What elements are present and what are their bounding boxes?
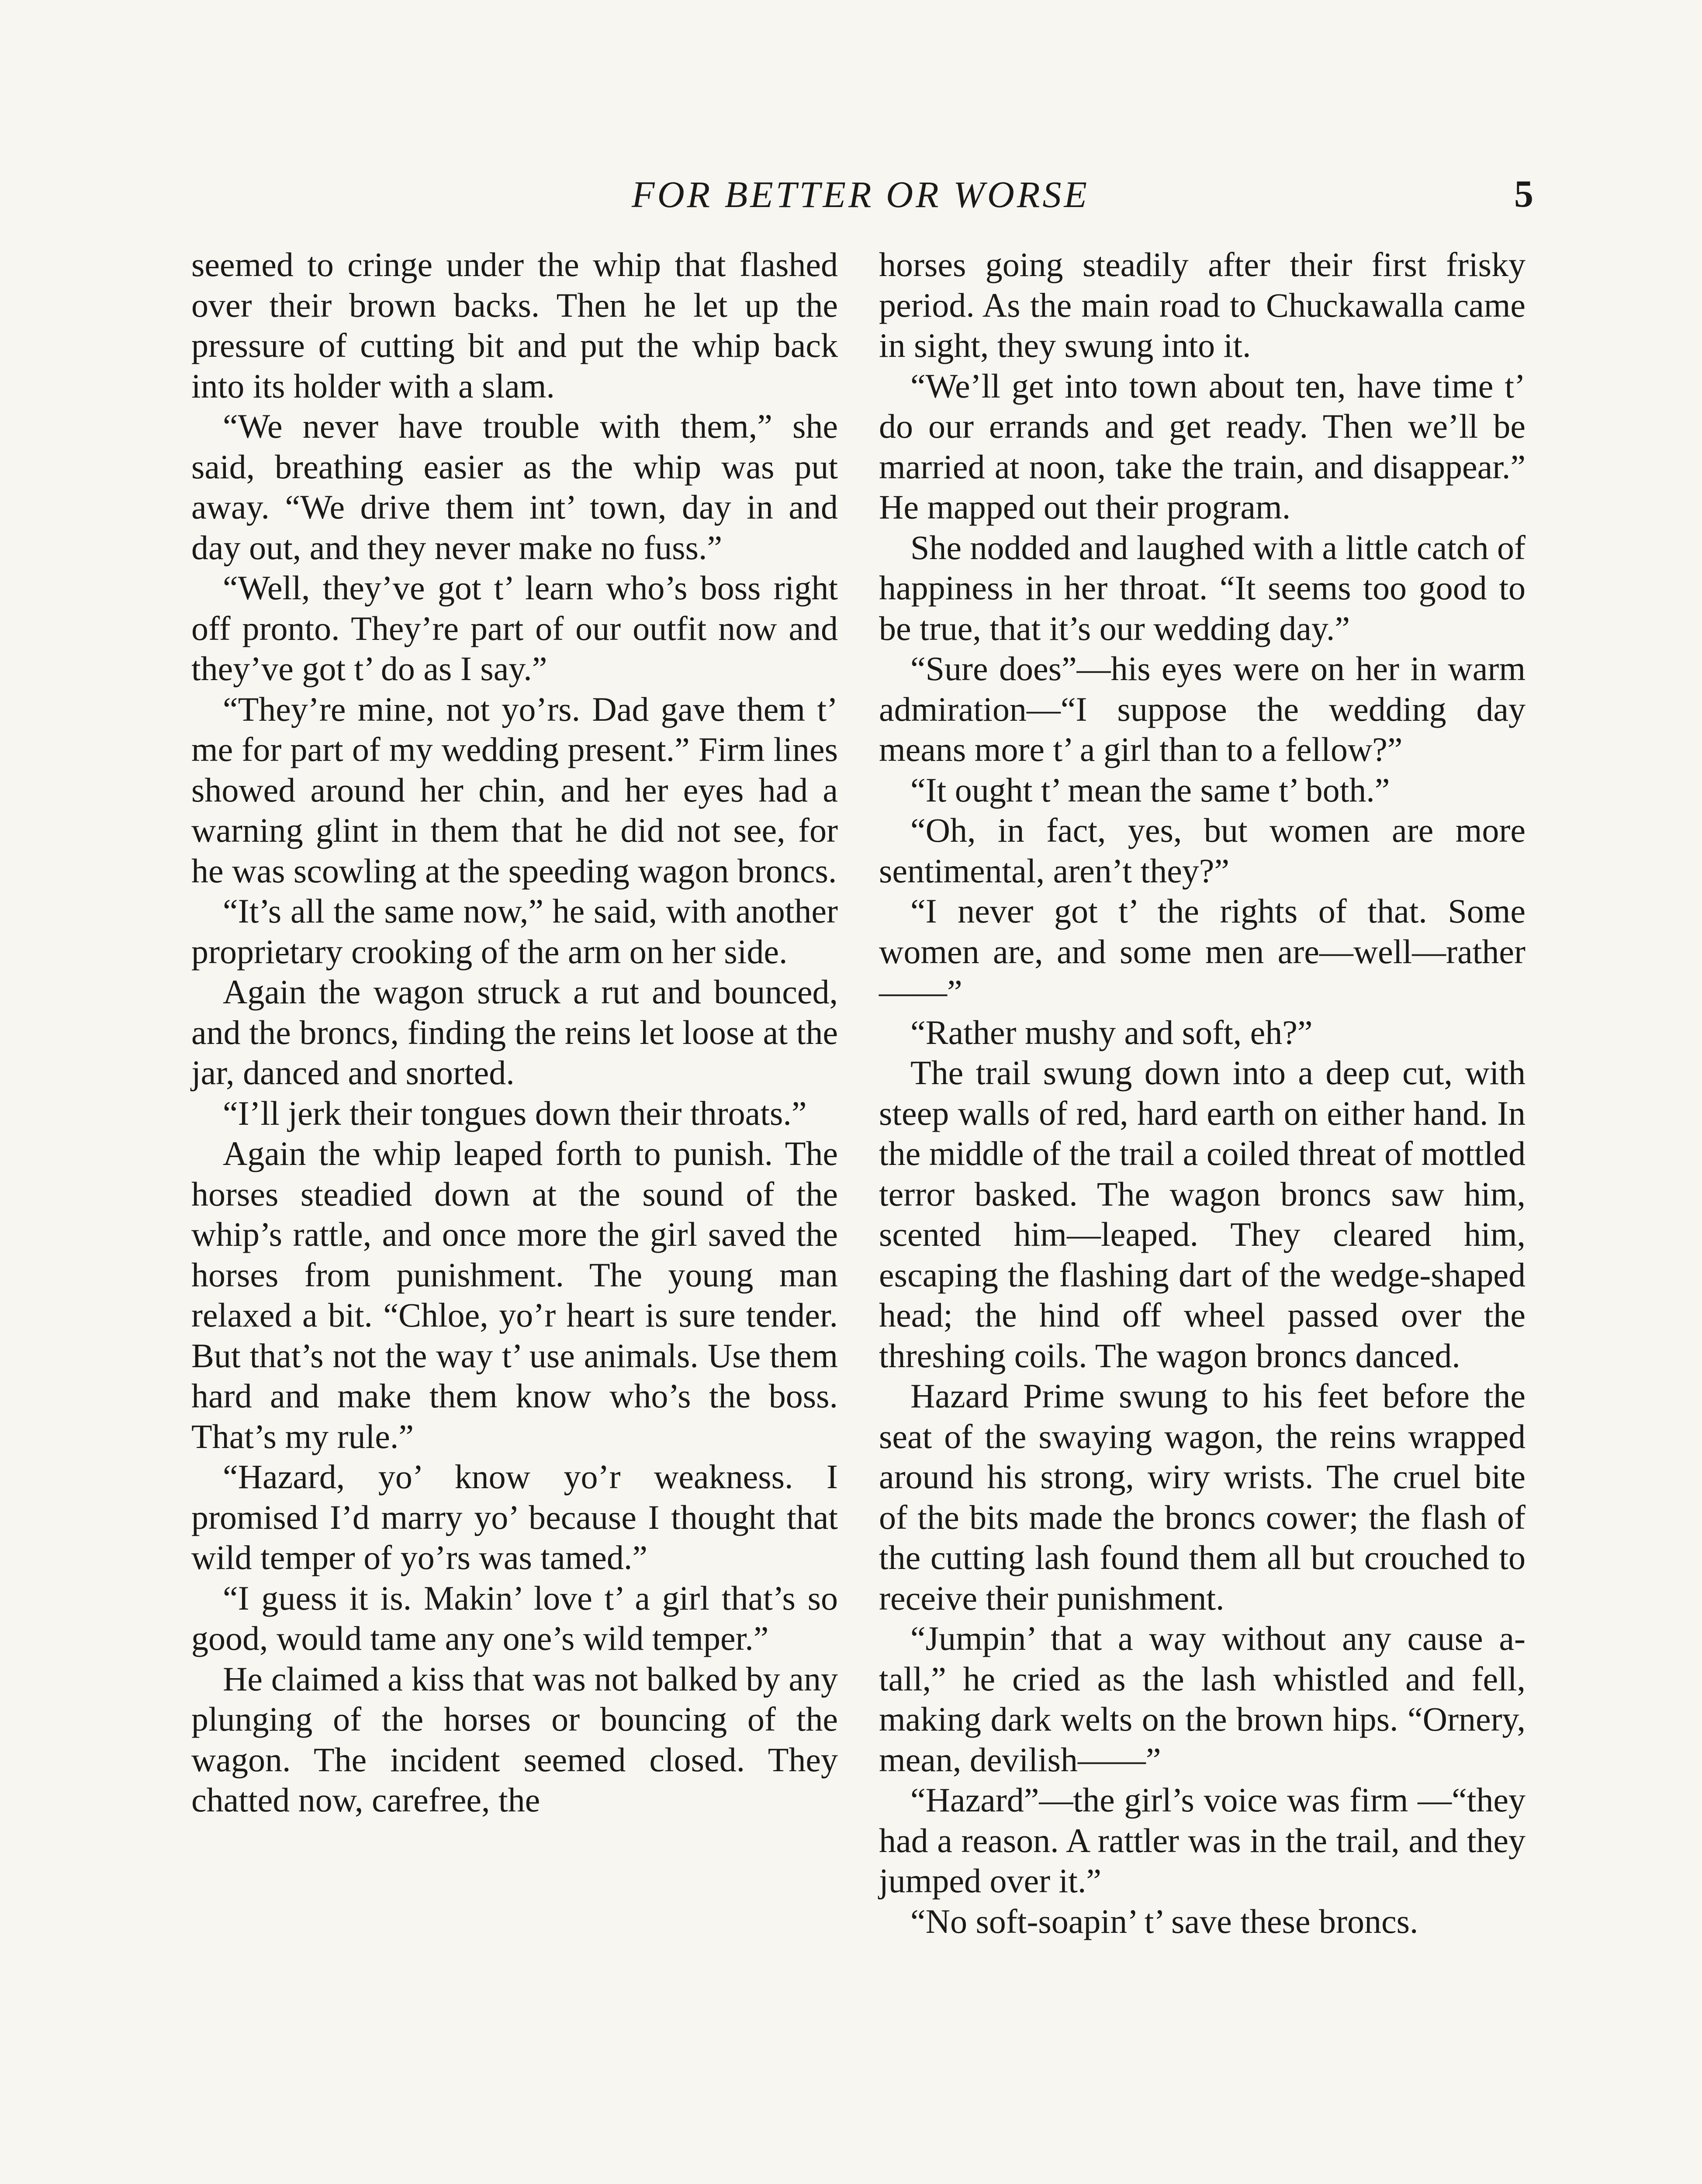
paragraph: “Oh, in fact, yes, but women are more sentimental, aren’t they?” <box>879 811 1526 890</box>
paragraph: “No soft-soapin’ t’ save these broncs. <box>910 1902 1418 1940</box>
paragraph: She nodded and laughed with a little catch of happiness in her throat. “It seems too good to be true, that it’s our wedding day.” <box>879 528 1526 647</box>
paragraph: “They’re mine, not yo’rs. Dad gave them t’ me for part of my wedding present.” Firm lines showed around her chin, and her eyes had a warning glint in them that he did not see, for he was scowling at the speeding wagon broncs. <box>191 690 838 890</box>
paragraph: The trail swung down into a deep cut, with steep walls of red, hard earth on either hand. In the middle of the trail a coiled threat of mottled terror basked. The wagon broncs saw him, scented him—leaped. They cleared him, escaping the flashing dart of the wedge-shaped head; the hind off wheel passed over the threshing coils. The wagon broncs danced. <box>879 1054 1526 1375</box>
paragraph: “Well, they’ve got t’ learn who’s boss right off pronto. They’re part of our outfit now and they’ve got t’ do as I say.” <box>191 569 838 688</box>
right-text-column <box>879 245 1526 1942</box>
paragraph: “It ought t’ mean the same t’ both.” <box>910 771 1390 809</box>
paragraph: “Hazard, yo’ know yo’r weakness. I promised I’d marry yo’ because I thought that wild temper of yo’rs was tamed.” <box>191 1458 838 1576</box>
paragraph: Hazard Prime swung to his feet before the seat of the swaying wagon, the reins wrapped around his strong, wiry wrists. The cruel bite of the bits made the broncs cower; the flash of the cutting lash found them all but crouched to receive their punishment. <box>879 1377 1526 1617</box>
paragraph: Again the wagon struck a rut and bounced, and the broncs, finding the reins let loose at the jar, danced and snorted. <box>191 973 838 1092</box>
page-number: 5 <box>1514 173 1533 215</box>
paragraph: “It’s all the same now,” he said, with another proprietary crooking of the arm on her side. <box>191 892 838 971</box>
paragraph: He claimed a kiss that was not balked by any plunging of the horses or bouncing of the wagon. The incident seemed closed. They chatted now, carefree, the <box>191 1659 838 1819</box>
paragraph: Again the whip leaped forth to punish. The horses steadied down at the sound of the whip’s rattle, and once more the girl saved the horses from punishment. The young man relaxed a bit. “Chloe, yo’r heart is sure tender. But that’s not the way t’ use animals. Use them hard and make them know who’s the boss. That’s my rule.” <box>191 1134 838 1455</box>
paragraph: “Hazard”—the girl’s voice was firm —“they had a reason. A rattler was in the trail, and they jumped over it.” <box>879 1781 1526 1900</box>
paragraph: “I’ll jerk their tongues down their throats.” <box>223 1094 807 1132</box>
paragraph: “We never have trouble with them,” she said, breathing easier as the whip was put away. “We drive them int’ town, day in and day out, and they never make no fuss.” <box>191 407 838 567</box>
paragraph: “Sure does”—his eyes were on her in warm admiration—“I suppose the wedding day means more t’ a girl than to a fellow?” <box>879 650 1526 768</box>
paragraph: “Rather mushy and soft, eh?” <box>910 1013 1313 1051</box>
paragraph: horses going steadily after their first frisky period. As the main road to Chuckawalla came in sight, they swung into it. <box>879 245 1526 364</box>
page-header <box>188 168 1533 229</box>
left-text-column <box>191 245 838 1821</box>
paragraph: “Jumpin’ that a way without any cause a-tall,” he cried as the lash whistled and fell, making dark welts on the brown hips. “Ornery, mean, devilish——” <box>879 1619 1526 1779</box>
paragraph: “We’ll get into town about ten, have time t’ do our errands and get ready. Then we’ll be married at noon, take the train, and disappear.” He mapped out their program. <box>879 366 1526 526</box>
paragraph: “I never got t’ the rights of that. Some women are, and some men are—well—rather——” <box>879 892 1526 1011</box>
paragraph: “I guess it is. Makin’ love t’ a girl that’s so good, would tame any one’s wild temper.” <box>191 1579 838 1657</box>
paragraph: seemed to cringe under the whip that flashed over their brown backs. Then he let up the pressure of cutting bit and put the whip back into its holder with a slam. <box>191 245 838 405</box>
running-head: FOR BETTER OR WORSE <box>632 173 1090 215</box>
